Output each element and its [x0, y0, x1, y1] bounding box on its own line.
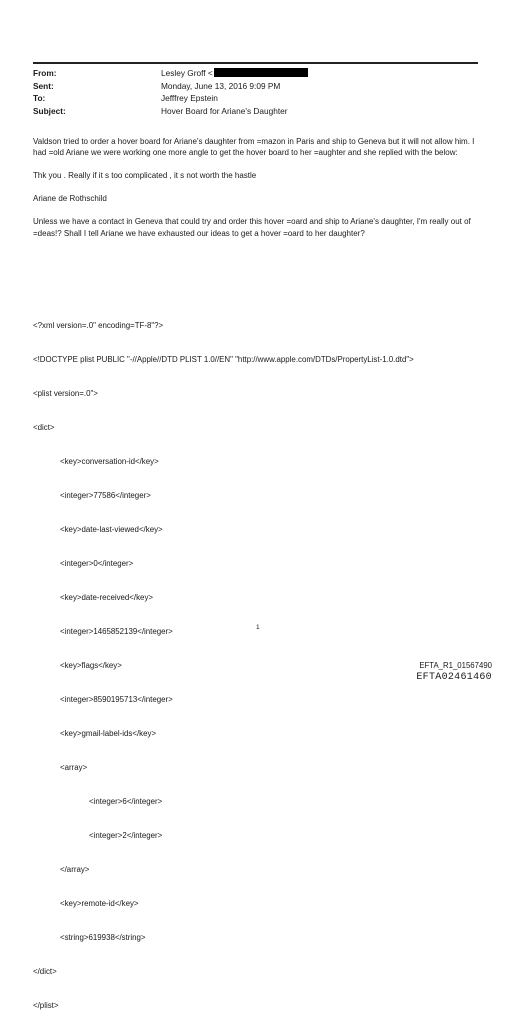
xml-line: <integer>8590195713</integer>	[60, 695, 173, 705]
sent-value: Monday, June 13, 2016 9:09 PM	[161, 80, 281, 91]
xml-line: </dict>	[33, 967, 57, 977]
redaction-block	[214, 68, 308, 77]
subject-row	[33, 105, 473, 118]
bates-number-large: EFTA02461460	[416, 672, 492, 683]
from-row	[33, 67, 473, 80]
xml-line: <string>619938</string>	[60, 933, 146, 943]
bates-number-small: EFTA_R1_01567490	[419, 661, 492, 670]
xml-line: <integer>2</integer>	[89, 831, 163, 841]
xml-line: <key>date-received</key>	[60, 592, 153, 602]
from-label: From:	[33, 68, 57, 78]
xml-line: <plist version=.0">	[33, 388, 98, 398]
xml-line: <integer>77586</integer>	[60, 490, 151, 500]
email-body	[33, 136, 481, 250]
xml-line: <?xml version=.0" encoding=TF-8"?>	[33, 320, 164, 330]
body-paragraph-2: Thk you . Really if it s too complicated , it s not worth the hastle	[33, 171, 257, 181]
xml-line: </array>	[60, 865, 90, 875]
subject-value: Hover Board for Ariane's Daughter	[161, 105, 288, 116]
to-value: Jefffrey Epstein	[161, 93, 218, 103]
xml-line: <array>	[60, 763, 88, 773]
xml-line: <key>gmail-label-ids</key>	[60, 729, 157, 739]
xml-line: <dict>	[33, 422, 55, 432]
xml-line: <key>flags</key>	[60, 661, 122, 670]
from-name: Lesley Groff <	[161, 68, 213, 78]
to-label: To:	[33, 93, 46, 103]
body-paragraph-1: Valdson tried to order a hover board for Ariane's daughter from =mazon in Paris and ship to Geneva but it will not allow him. I had =old Ariane we were working one more angle to get the hover board to her =aughter and she replied with the below:	[33, 137, 475, 158]
page-number: 1	[256, 624, 260, 631]
xml-line: <integer>1465852139</integer>	[60, 626, 173, 636]
xml-line: <integer>0</integer>	[60, 558, 134, 568]
body-paragraph-3: Unless we have a contact in Geneva that could try and order this hover =oard and ship to Ariane's daughter, I'm really out of =deas!? Shall I tell Ariane we have exhausted our ideas to get a hover =oard to her daughter?	[33, 217, 471, 238]
xml-line: <!DOCTYPE plist PUBLIC "-//Apple//DTD PLIST 1.0//EN" "http://www.apple.com/DTDs/PropertyList-1.0.dtd">	[33, 354, 414, 364]
body-signature: Ariane de Rothschild	[33, 194, 107, 204]
to-row	[33, 92, 473, 105]
xml-line: <key>date-last-viewed</key>	[60, 524, 163, 534]
xml-line: <key>conversation-id</key>	[60, 456, 159, 466]
xml-plist-block	[33, 297, 414, 1034]
subject-label: Subject:	[33, 105, 66, 116]
sent-row	[33, 80, 473, 93]
xml-line: <integer>6</integer>	[89, 797, 163, 807]
from-value	[161, 67, 308, 80]
sent-label: Sent:	[33, 80, 54, 91]
header-rule	[33, 62, 478, 64]
xml-line: <key>remote-id</key>	[60, 899, 139, 909]
xml-line: </plist>	[33, 1001, 59, 1011]
email-header	[33, 67, 473, 117]
